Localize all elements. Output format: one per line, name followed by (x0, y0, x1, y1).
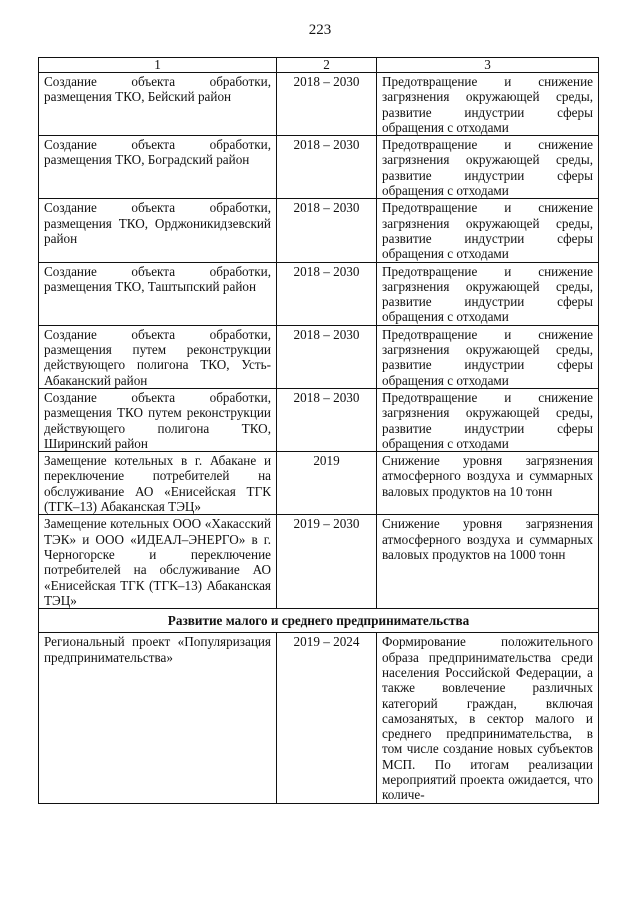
column-header: 1 (39, 58, 277, 73)
measure-name: Создание объекта обработки, размещения путем реконструкции действующего полигона ТКО, Усть-Абаканский район (39, 325, 277, 388)
measure-name: Создание объекта обработки, размещения ТКО, Орджоникидзевский район (39, 199, 277, 262)
measure-result: Предотвращение и снижение загрязнения окружающей среды, развитие индустрии сферы обращения с отходами (377, 325, 599, 388)
measures-table (38, 57, 599, 804)
header-row (39, 58, 599, 73)
measure-period: 2018 – 2030 (277, 388, 377, 451)
measure-result: Предотвращение и снижение загрязнения окружающей среды, развитие индустрии сферы обращения с отходами (377, 73, 599, 136)
measure-result: Предотвращение и снижение загрязнения окружающей среды, развитие индустрии сферы обращения с отходами (377, 262, 599, 325)
table-row (39, 515, 599, 609)
measure-name: Создание объекта обработки, размещения ТКО путем реконструкции действующего полигона ТКО, Ширинский район (39, 388, 277, 451)
measure-period: 2018 – 2030 (277, 325, 377, 388)
measure-period: 2019 (277, 452, 377, 515)
measure-period: 2018 – 2030 (277, 73, 377, 136)
measure-result: Снижение уровня загрязнения атмосферного воздуха и суммарных валовых продуктов на 10 тонн (377, 452, 599, 515)
table-row (39, 325, 599, 388)
column-header: 3 (377, 58, 599, 73)
measure-period: 2018 – 2030 (277, 136, 377, 199)
measure-result: Формирование положительного образа предпринимательства среди населения Российской Федерации, а также вовлечение различных категорий граждан, включая самозанятых, в сектор малого и среднего предпринимательства, в том числе создание новых субъектов МСП. По итогам реализации мероприятий проекта ожидается, что количе- (377, 633, 599, 803)
table-row (39, 452, 599, 515)
measure-period: 2019 – 2030 (277, 515, 377, 609)
table-row (39, 199, 599, 262)
measure-period: 2019 – 2024 (277, 633, 377, 803)
measure-result: Снижение уровня загрязнения атмосферного воздуха и суммарных валовых продуктов на 1000 тонн (377, 515, 599, 609)
measure-name: Создание объекта обработки, размещения ТКО, Таштыпский район (39, 262, 277, 325)
measure-name: Региональный проект «Популяризация предпринимательства» (39, 633, 277, 803)
table-row (39, 73, 599, 136)
measure-result: Предотвращение и снижение загрязнения окружающей среды, развитие индустрии сферы обращения с отходами (377, 388, 599, 451)
measure-period: 2018 – 2030 (277, 199, 377, 262)
column-header: 2 (277, 58, 377, 73)
measure-name: Замещение котельных в г. Абакане и переключение потребителей на обслуживание АО «Енисейская ТГК (ТГК–13) Абаканская ТЭЦ» (39, 452, 277, 515)
measure-period: 2018 – 2030 (277, 262, 377, 325)
page-number: 223 (308, 22, 332, 38)
table-row (39, 633, 599, 803)
section-title: Развитие малого и среднего предпринимательства (39, 609, 599, 633)
measure-name: Создание объекта обработки, размещения ТКО, Бейский район (39, 73, 277, 136)
measure-name: Создание объекта обработки, размещения ТКО, Боградский район (39, 136, 277, 199)
table-row (39, 262, 599, 325)
table-row (39, 136, 599, 199)
section-header-row (39, 609, 599, 633)
measure-result: Предотвращение и снижение загрязнения окружающей среды, развитие индустрии сферы обращения с отходами (377, 199, 599, 262)
measure-result: Предотвращение и снижение загрязнения окружающей среды, развитие индустрии сферы обращения с отходами (377, 136, 599, 199)
table-row (39, 388, 599, 451)
measure-name: Замещение котельных ООО «Хакасский ТЭК» и ООО «ИДЕАЛ–ЭНЕРГО» в г. Черногорске и переключение потребителей на обслуживание АО «Енисейская ТГК (ТГК–13) Абаканская ТЭЦ» (39, 515, 277, 609)
